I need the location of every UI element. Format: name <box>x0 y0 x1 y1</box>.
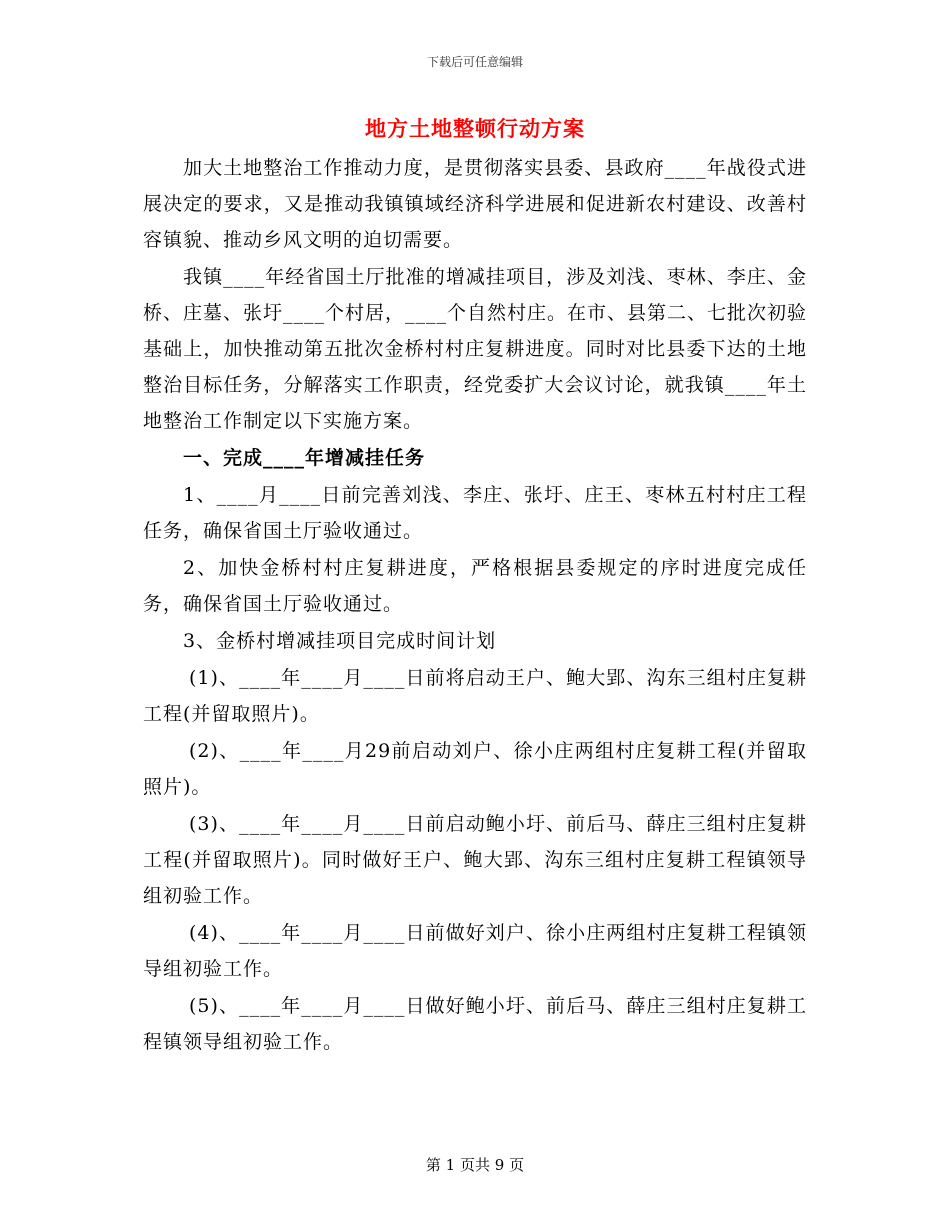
list-item-2: 2、加快金桥村村庄复耕进度，严格根据县委规定的序时进度完成任务，确保省国土厅验收通过。 <box>143 557 807 615</box>
sub-item-3: (3)、____年____月____日前启动鲍小圩、前后马、薛庄三组村庄复耕工程(并留取照片)。同时做好王户、鲍大郢、沟东三组村庄复耕工程镇领导组初验工作。 <box>143 813 807 907</box>
document-body <box>143 150 807 1061</box>
header-note: 下载后可任意编辑 <box>426 55 523 69</box>
page-footer: 第 1 页共 9 页 <box>425 1156 525 1174</box>
paragraph-intro: 加大土地整治工作推动力度，是贯彻落实县委、县政府____年战役式进展决定的要求，又是推动我镇镇域经济科学进展和促进新农村建设、改善村容镇貌、推动乡风文明的迫切需要。 <box>143 157 807 251</box>
list-item-3: 3、金桥村增减挂项目完成时间计划 <box>183 630 497 652</box>
sub-item-1: (1)、____年____月____日前将启动王户、鲍大郢、沟东三组村庄复耕工程(并留取照片)。 <box>143 667 807 725</box>
paragraph-background: 我镇____年经省国土厅批准的增减挂项目，涉及刘浅、枣林、李庄、金桥、庄墓、张圩____个村居，____个自然村庄。在市、县第二、七批次初验基础上，加快推动第五批次金桥村村庄复耕进度。同时对比县委下达的土地整治目标任务，分解落实工作职责，经党委扩大会议讨论，就我镇____年土地整治工作制定以下实施方案。 <box>143 266 808 432</box>
sub-item-2: (2)、____年____月29前启动刘户、徐小庄两组村庄复耕工程(并留取照片)。 <box>143 740 807 798</box>
sub-item-4: (4)、____年____月____日前做好刘户、徐小庄两组村庄复耕工程镇领导组初验工作。 <box>143 922 807 980</box>
sub-item-5: (5)、____年____月____日做好鲍小圩、前后马、薛庄三组村庄复耕工程镇领导组初验工作。 <box>143 995 807 1053</box>
document-title: 地方土地整顿行动方案 <box>365 117 585 141</box>
section-heading-1: 一、完成____年增减挂任务 <box>183 447 426 469</box>
list-item-1: 1、____月____日前完善刘浅、李庄、张圩、庄王、枣林五村村庄工程任务，确保省国土厅验收通过。 <box>143 484 807 542</box>
